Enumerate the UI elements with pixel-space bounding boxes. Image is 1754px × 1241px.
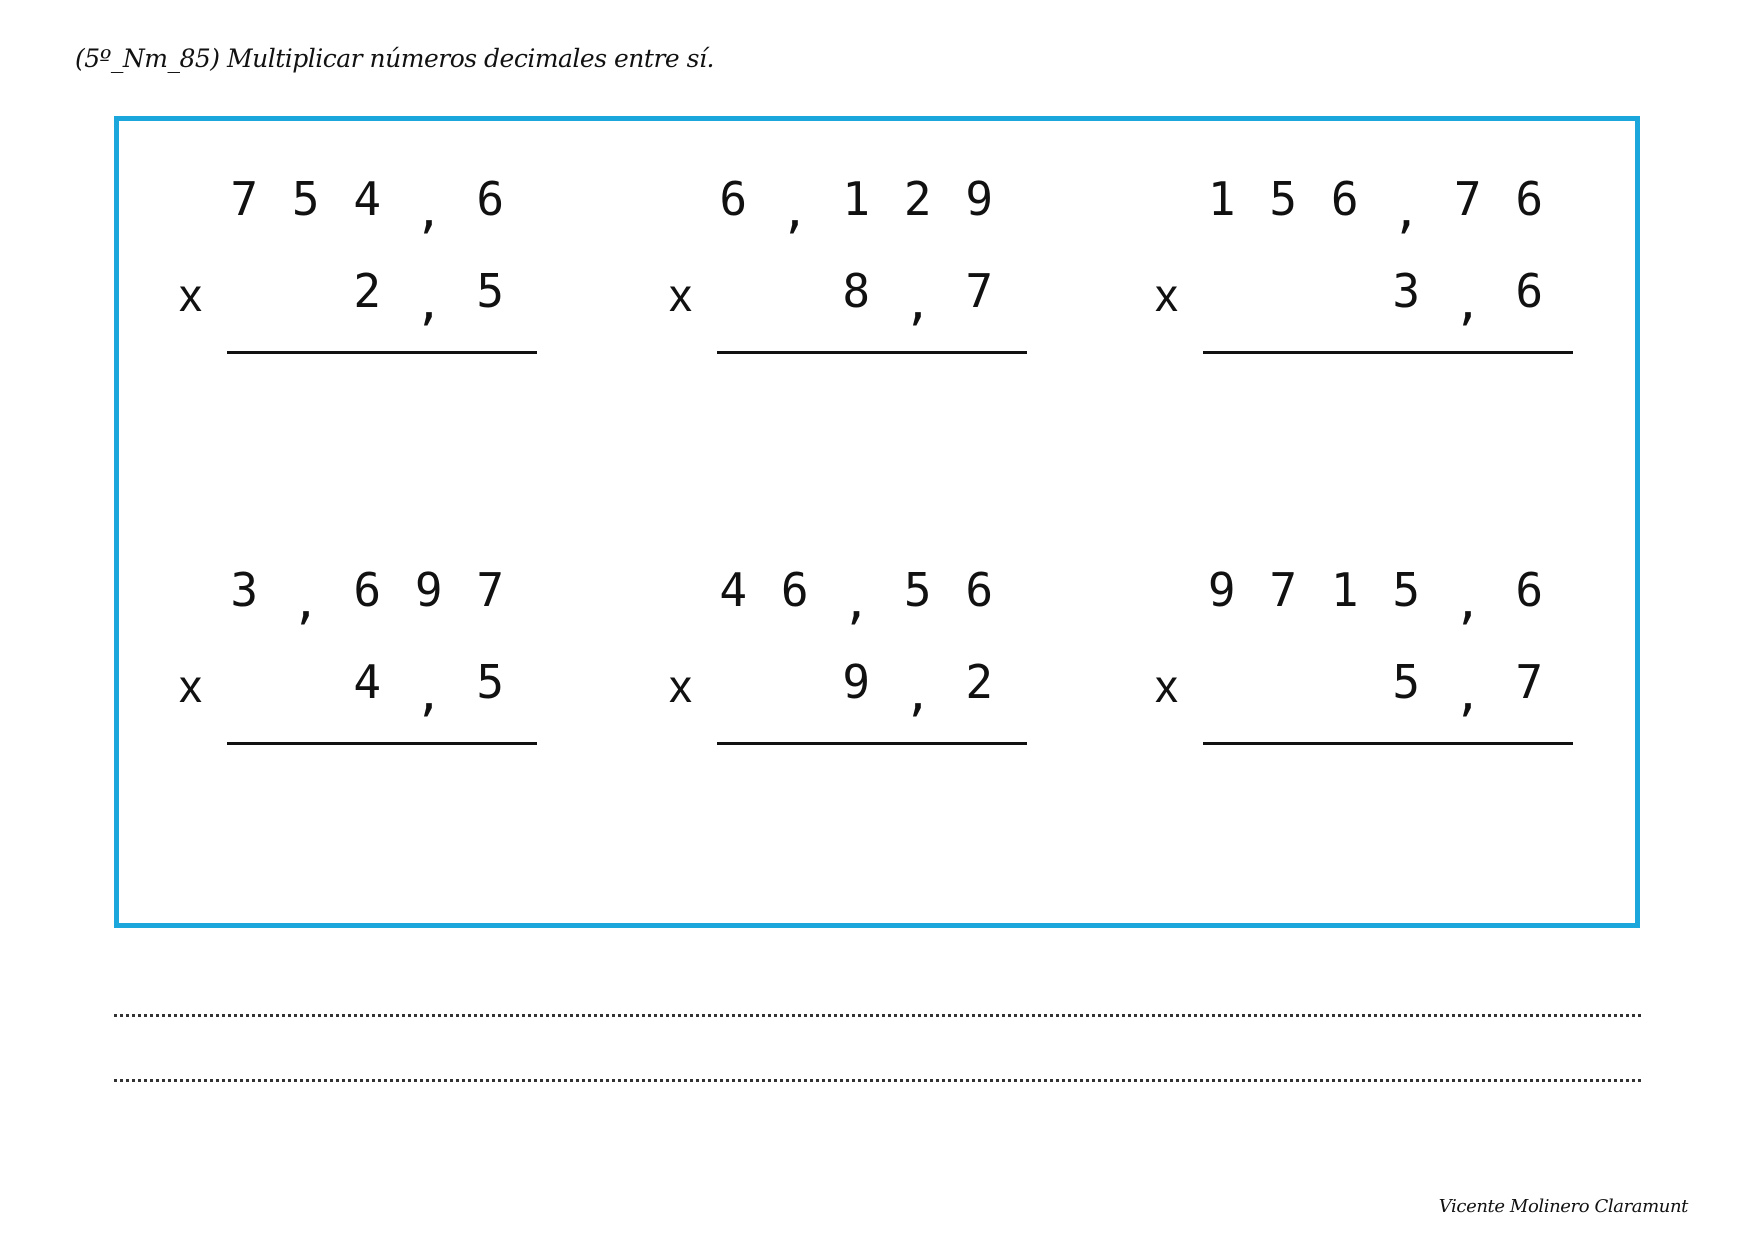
multiplication-problem-5 (669, 563, 1010, 767)
decimal-comma: , (1453, 276, 1482, 330)
multiplicand (214, 172, 522, 238)
digit: 6 (1515, 172, 1544, 226)
author-credit: Vicente Molinero Claramunt (1438, 1196, 1688, 1217)
digit: 6 (353, 563, 382, 617)
decimal-comma: , (414, 667, 443, 721)
decimal-comma: , (1453, 575, 1482, 629)
result-line (227, 742, 537, 745)
digit: 1 (1330, 563, 1359, 617)
digit: 6 (1515, 264, 1544, 318)
digit: 7 (476, 563, 505, 617)
digit: 6 (719, 172, 748, 226)
digit: 7 (1515, 655, 1544, 709)
digit: 2 (965, 655, 994, 709)
multiply-sign: x (179, 660, 202, 712)
digit: 3 (230, 563, 259, 617)
decimal-comma: , (414, 184, 443, 238)
decimal-comma: , (780, 184, 809, 238)
digit: 5 (476, 264, 505, 318)
digit: 9 (1207, 563, 1236, 617)
digit: 6 (965, 563, 994, 617)
digit: 5 (476, 655, 505, 709)
digit: 6 (780, 563, 809, 617)
result-line (227, 351, 537, 354)
multiplication-problem-4 (179, 563, 521, 767)
multiply-sign: x (1155, 269, 1178, 321)
digit: 7 (1269, 563, 1298, 617)
multiply-sign: x (1155, 660, 1178, 712)
answer-dotted-line-2 (114, 1079, 1641, 1082)
result-line (717, 742, 1027, 745)
digit: 4 (353, 172, 382, 226)
multiply-sign: x (179, 269, 202, 321)
decimal-comma: , (903, 667, 932, 721)
multiplicand (703, 172, 1011, 238)
digit: 5 (1269, 172, 1298, 226)
digit: 5 (291, 172, 320, 226)
multiplication-problem-3 (1155, 172, 1560, 376)
digit: 2 (353, 264, 382, 318)
multiplier (826, 264, 1011, 330)
digit: 9 (965, 172, 994, 226)
digit: 5 (1392, 655, 1421, 709)
decimal-comma: , (1453, 667, 1482, 721)
digit: 6 (476, 172, 505, 226)
decimal-comma: , (414, 276, 443, 330)
decimal-comma: , (903, 276, 932, 330)
digit: 6 (1330, 172, 1359, 226)
multiply-sign: x (669, 269, 692, 321)
multiplier (826, 655, 1011, 721)
multiply-sign: x (669, 660, 692, 712)
answer-dotted-line-1 (114, 1014, 1641, 1017)
digit: 2 (903, 172, 932, 226)
multiplication-problem-2 (669, 172, 1010, 376)
digit: 7 (230, 172, 259, 226)
multiplicand (1191, 563, 1560, 629)
decimal-comma: , (291, 575, 320, 629)
digit: 4 (719, 563, 748, 617)
digit: 1 (842, 172, 871, 226)
digit: 7 (965, 264, 994, 318)
result-line (1203, 742, 1573, 745)
digit: 8 (842, 264, 871, 318)
multiplicand (1191, 172, 1560, 238)
multiplication-problem-6 (1155, 563, 1560, 767)
multiplier (1376, 264, 1561, 330)
decimal-comma: , (1392, 184, 1421, 238)
multiplier (337, 655, 522, 721)
result-line (1203, 351, 1573, 354)
digit: 7 (1453, 172, 1482, 226)
multiplier (337, 264, 522, 330)
digit: 5 (1392, 563, 1421, 617)
decimal-comma: , (842, 575, 871, 629)
page-title: (5º_Nm_85) Multiplicar números decimales entre sí. (75, 44, 714, 73)
multiplication-problem-1 (179, 172, 521, 376)
digit: 4 (353, 655, 382, 709)
digit: 5 (903, 563, 932, 617)
digit: 3 (1392, 264, 1421, 318)
result-line (717, 351, 1027, 354)
multiplicand (703, 563, 1011, 629)
digit: 9 (842, 655, 871, 709)
multiplier (1376, 655, 1561, 721)
multiplicand (214, 563, 522, 629)
digit: 9 (414, 563, 443, 617)
digit: 6 (1515, 563, 1544, 617)
digit: 1 (1207, 172, 1236, 226)
